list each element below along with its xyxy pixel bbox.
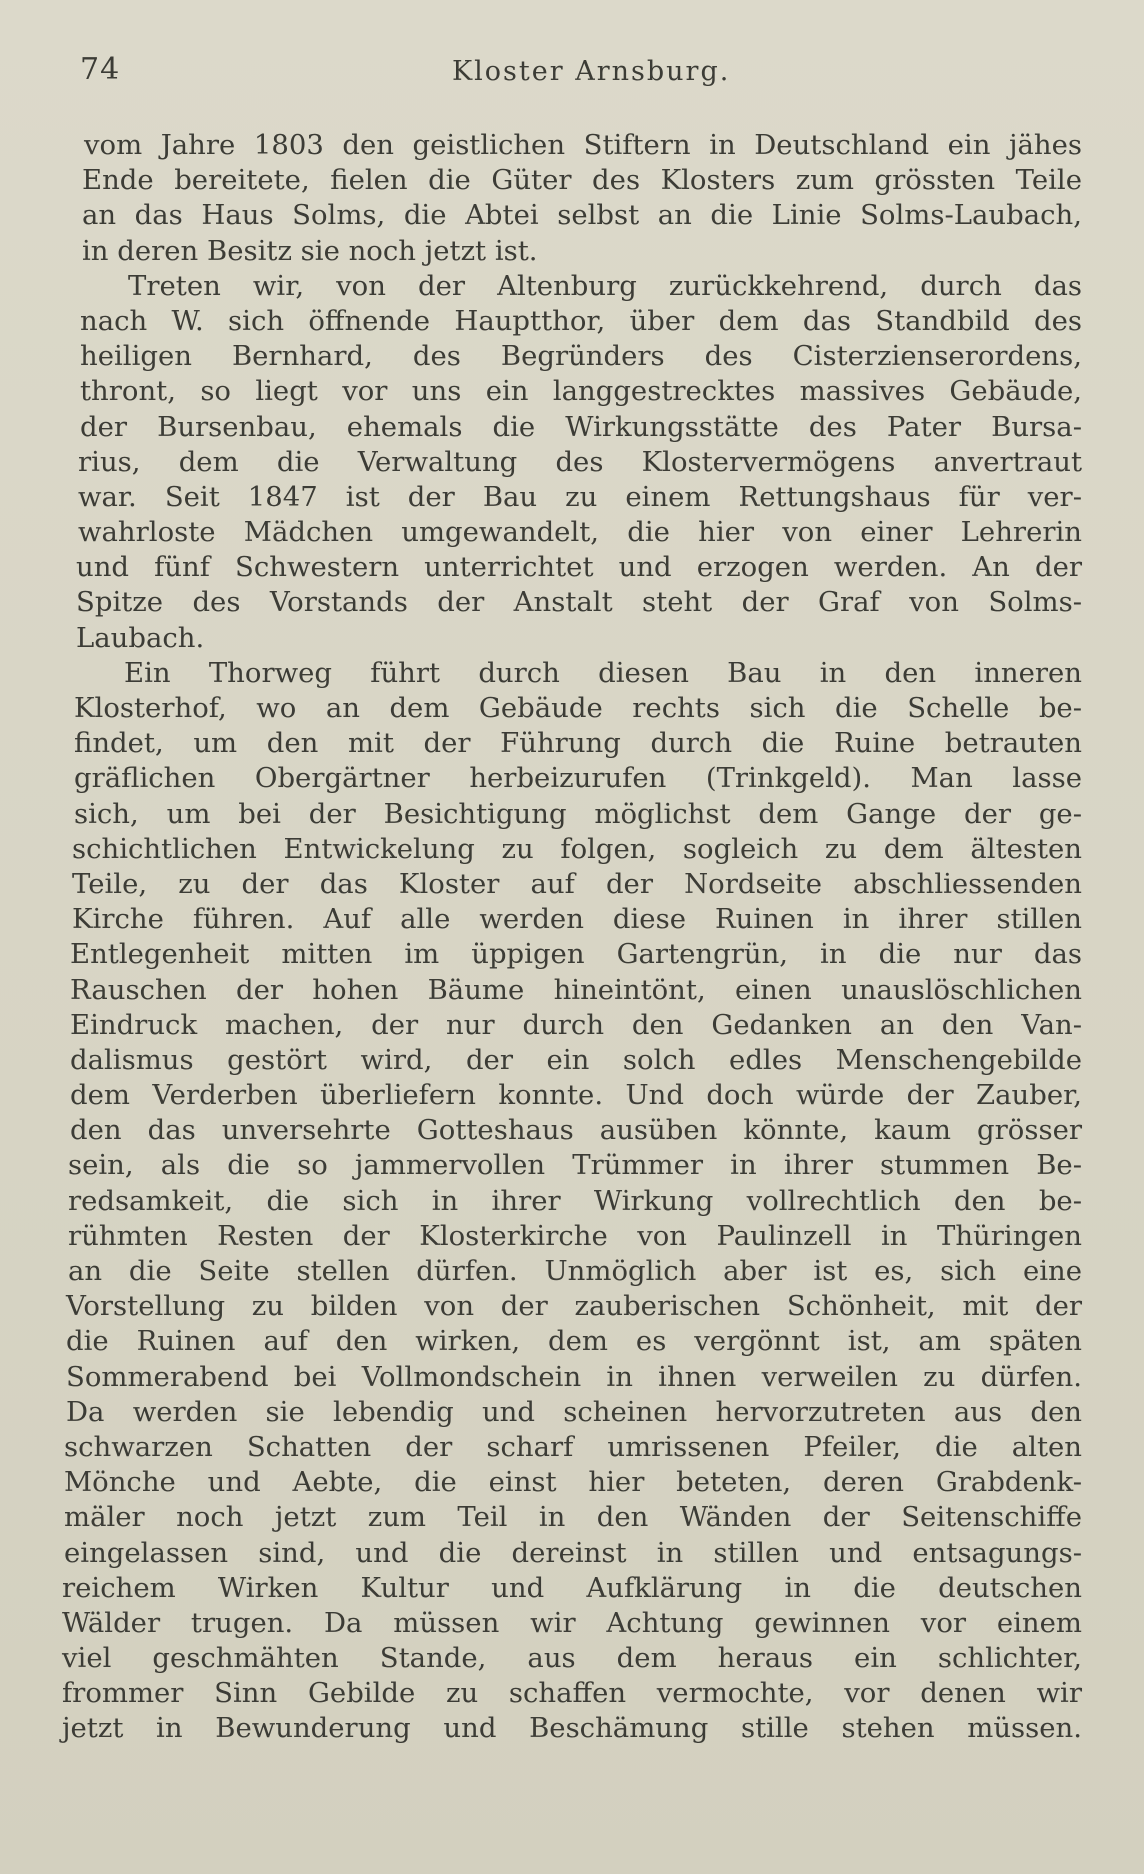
text-line: Da werden sie lebendig und scheinen hervorzutreten aus den [66,1395,1082,1428]
text-line: Treten wir, von der Altenburg zurückkehrend, durch das [128,269,1082,302]
text-line: sein, als die so jammervollen Trümmer in ihrer stummen Be- [68,1149,1082,1182]
text-line: den das unversehrte Gotteshaus ausüben könnte, kaum grösser [70,1114,1082,1147]
page-number: 74 [80,52,121,87]
text-line: eingelassen sind, und die dereinst in stillen und entsagungs- [64,1536,1082,1569]
text-line: Kirche führen. Auf alle werden diese Ruinen in ihrer stillen [72,903,1082,936]
text-line: viel geschmähten Stande, aus dem heraus ein schlichter, [62,1642,1082,1675]
text-line: Mönche und Aebte, die einst hier beteten, deren Grabdenk- [64,1466,1082,1499]
text-line: Ende bereitete, fielen die Güter des Klosters zum grössten Teile [82,164,1082,197]
text-line: redsamkeit, die sich in ihrer Wirkung vollrechtlich den be- [68,1184,1082,1217]
text-line: schwarzen Schatten der scharf umrissenen Pfeiler, die alten [64,1430,1082,1463]
text-line: Ein Thorweg führt durch diesen Bau in den inneren [124,656,1082,689]
running-title: Kloster Arnsburg. [452,56,731,87]
text-line: wahrloste Mädchen umgewandelt, die hier von einer Lehrerin [78,516,1082,549]
text-line: Eindruck machen, der nur durch den Gedanken an den Van- [70,1008,1082,1041]
text-line: Sommerabend bei Vollmondschein in ihnen verweilen zu dürfen. [66,1360,1082,1393]
text-line: dalismus gestört wird, der ein solch edles Menschengebilde [70,1043,1082,1076]
text-line: Rauschen der hohen Bäume hineintönt, einen unauslöschlichen [70,973,1082,1006]
text-line: die Ruinen auf den wirken, dem es vergönnt ist, am späten [66,1325,1082,1358]
text-line: an die Seite stellen dürfen. Unmöglich aber ist es, sich eine [68,1255,1082,1287]
text-line: Spitze des Vorstands der Anstalt steht der Graf von Solms- [76,586,1082,619]
text-line: Entlegenheit mitten im üppigen Gartengrün, in die nur das [70,938,1082,971]
text-line: gräflichen Obergärtner herbeizurufen (Trinkgeld). Man lasse [74,762,1082,795]
text-line: nach W. sich öffnende Hauptthor, über dem das Standbild des [80,304,1082,337]
text-line: jetzt in Bewunderung und Beschämung stille stehen müssen. [62,1712,1082,1745]
text-line: mäler noch jetzt zum Teil in den Wänden der Seitenschiffe [64,1501,1082,1534]
text-line: der Bursenbau, ehemals die Wirkungsstätte des Pater Bursa- [80,410,1082,443]
text-line: war. Seit 1847 ist der Bau zu einem Rettungshaus für ver- [78,480,1082,513]
text-line: Wälder trugen. Da müssen wir Achtung gewinnen vor einem [62,1606,1082,1639]
text-line: Vorstellung zu bilden von der zauberischen Schönheit, mit der [66,1290,1082,1323]
text-line: frommer Sinn Gebilde zu schaffen vermochte, vor denen wir [62,1677,1082,1710]
text-line: schichtlichen Entwickelung zu folgen, sogleich zu dem ältesten [72,832,1082,865]
text-line: sich, um bei der Besichtigung möglichst dem Gange der ge- [74,797,1082,830]
text-line: Teile, zu der das Kloster auf der Nordseite abschliessenden [72,867,1082,900]
text-line: reichem Wirken Kultur und Aufklärung in die deutschen [62,1571,1082,1604]
text-line: an das Haus Solms, die Abtei selbst an die Linie Solms-Laubach, [82,199,1082,232]
text-line: thront, so liegt vor uns ein langgestrecktes massives Gebäude, [80,375,1082,408]
text-line: rühmten Resten der Klosterkirche von Paulinzell in Thüringen [68,1219,1082,1252]
text-line: rius, dem die Verwaltung des Klostervermögens anvertraut [78,445,1082,478]
text-line: Klosterhof, wo an dem Gebäude rechts sich die Schelle be- [74,692,1082,724]
text-line: und fünf Schwestern unterrichtet und erzogen werden. An der [76,551,1082,584]
body-text [62,128,1082,1747]
text-line: dem Verderben überliefern konnte. Und doch würde der Zauber, [70,1079,1082,1112]
text-line: heiligen Bernhard, des Begründers des Cisterzienserordens, [80,340,1082,373]
text-line: Laubach. [76,621,205,654]
text-line: in deren Besitz sie noch jetzt ist. [82,234,538,267]
text-line: findet, um den mit der Führung durch die Ruine betrauten [74,727,1082,760]
page-header [80,52,1080,92]
text-line: vom Jahre 1803 den geistlichen Stiftern in Deutschland ein jähes [84,129,1082,161]
